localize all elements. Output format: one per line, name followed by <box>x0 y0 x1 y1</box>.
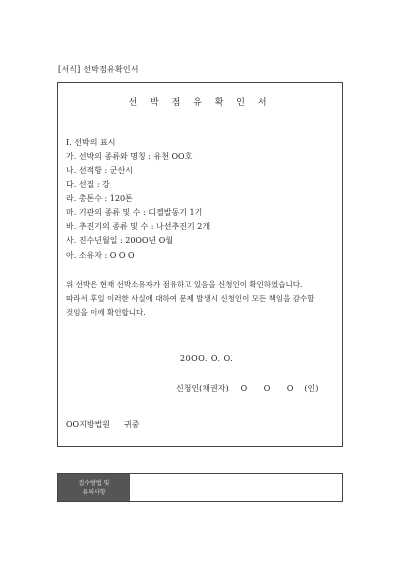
confirmation-line-2: 따라서 후일 이러한 사실에 대하여 문제 발생시 신청인이 모든 책임을 감수할 <box>66 294 315 303</box>
item-tonnage: 라. 총톤수 : 120톤 <box>66 194 133 203</box>
form-label: [서식] 선박점유확인서 <box>58 65 139 74</box>
item-port: 나. 선적항 : 군산시 <box>66 166 133 175</box>
addressee-suffix: 귀중 <box>124 420 140 429</box>
item-vessel-name: 가. 선박의 종류와 명칭 : 유천 OO호 <box>66 152 193 161</box>
notes-label-line-2: 유의사항 <box>82 488 106 496</box>
item-owner: 아. 소유자 : O O O <box>66 251 135 260</box>
item-launch-date: 사. 진수년월일 : 20OO년 O월 <box>66 236 174 245</box>
notes-label <box>58 474 130 501</box>
notes-label-line-1: 접수방법 및 <box>78 479 110 487</box>
addressee-line <box>66 419 140 430</box>
confirmation-line-1: 위 선박은 현재 선박소유자가 점유하고 있음을 신청인이 확인하였습니다. <box>66 280 303 289</box>
court-name: OO지방법원 <box>66 420 111 429</box>
document-title: 선 박 점 유 확 인 서 <box>128 98 272 108</box>
applicant-line <box>176 383 318 394</box>
applicant-name: O O O <box>240 384 301 393</box>
item-engine: 마. 기관의 종류 및 수 : 디젤발동기 1기 <box>66 208 203 217</box>
confirmation-line-3: 것임을 이에 확인합니다. <box>66 308 146 317</box>
document-date: 20OO. O. O. <box>180 354 234 363</box>
item-material: 다. 선질 : 강 <box>66 180 110 189</box>
seal-mark: (인) <box>304 384 319 393</box>
applicant-label: 신청인(채권자) <box>176 384 229 393</box>
section-heading: I. 선박의 표시 <box>66 138 116 147</box>
item-propeller: 바. 추진기의 종류 및 수 : 나선추진기 2개 <box>66 222 211 231</box>
